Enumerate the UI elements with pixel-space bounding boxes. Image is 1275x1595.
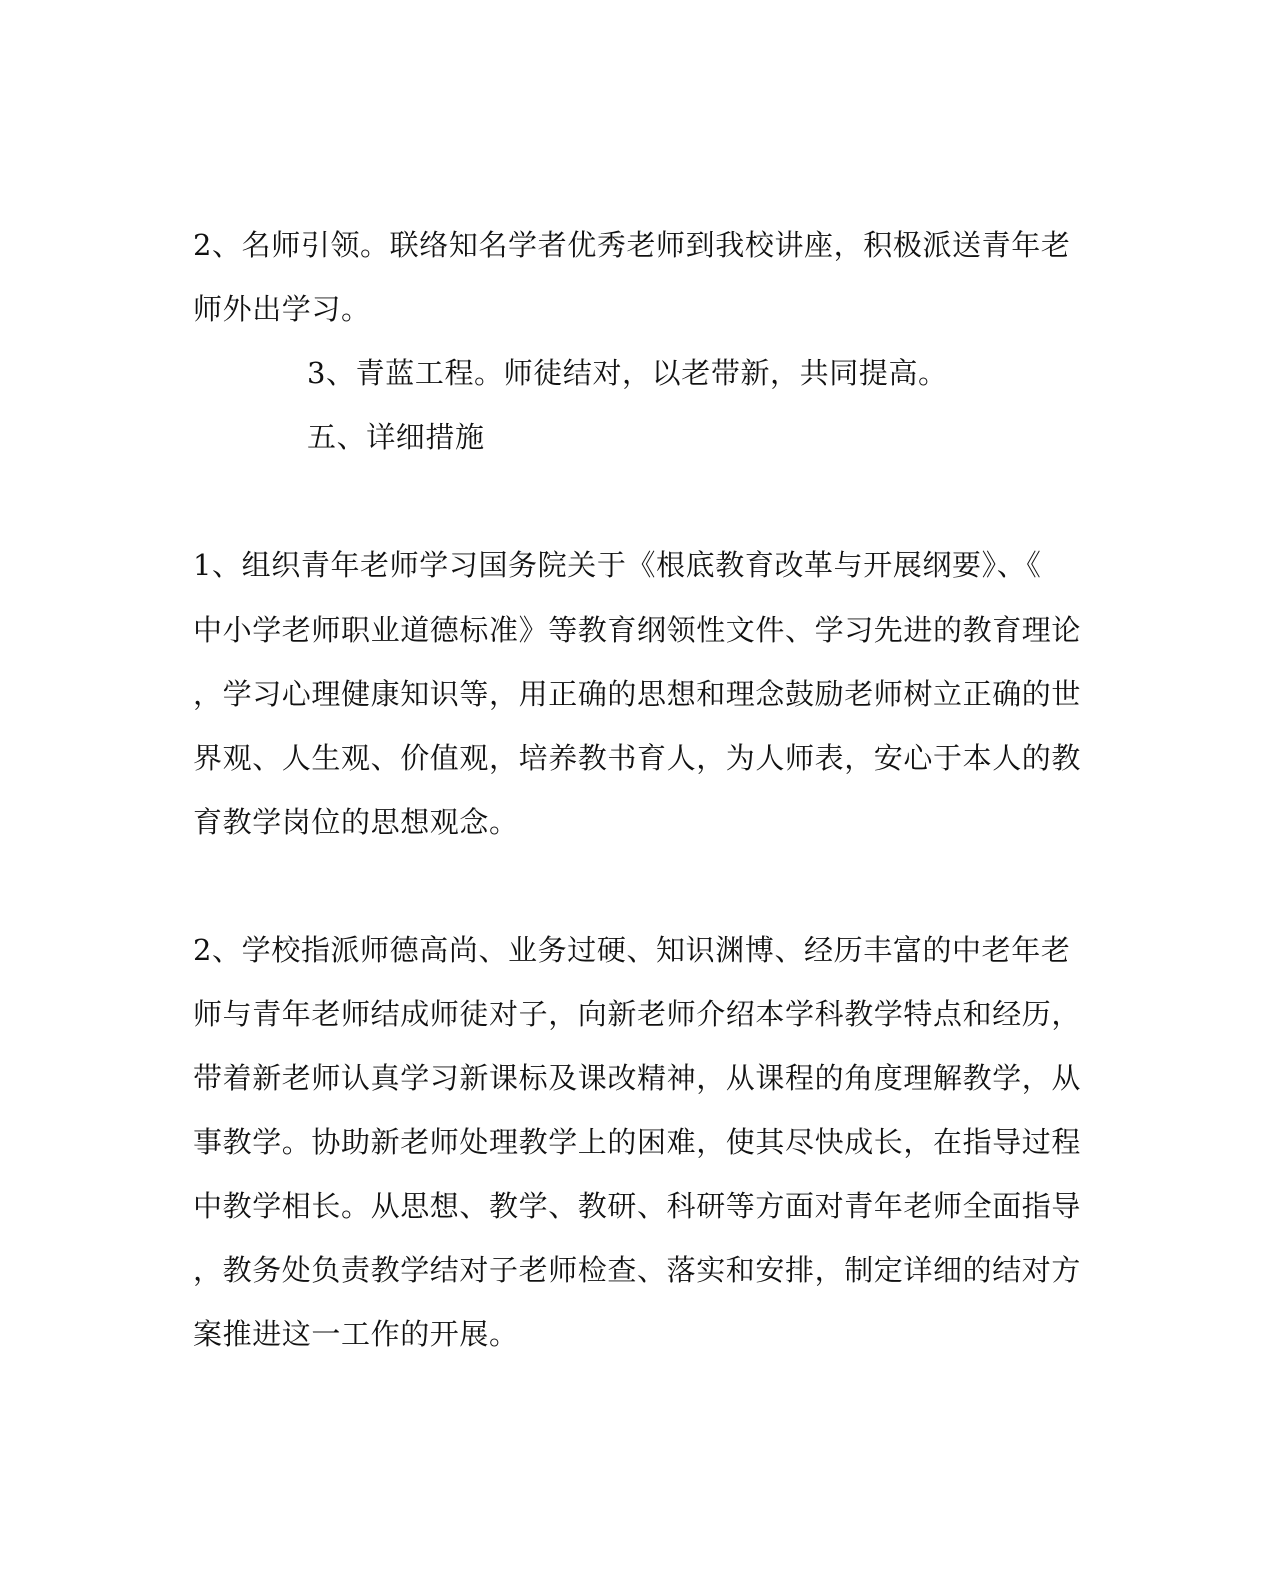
text-line: 案推进这一工作的开展。 — [193, 1317, 519, 1351]
text-line: 事教学。协助新老师处理教学上的困难，使其尽快成长，在指导过程 — [193, 1125, 1082, 1159]
text-line: ，教务处负责教学结对子老师检查、落实和安排，制定详细的结对方 — [193, 1253, 1082, 1287]
text-line: 2、名师引领。联络知名学者优秀老师到我校讲座，积极派送青年老 — [193, 228, 1071, 262]
text-line: 师与青年老师结成师徒对子，向新老师介绍本学科教学特点和经历， — [193, 997, 1082, 1031]
text-line: 中小学老师职业道德标准》等教育纲领性文件、学习先进的教育理论 — [193, 613, 1082, 647]
text-line: 师外出学习。 — [193, 292, 371, 326]
text-line: 带着新老师认真学习新课标及课改精神，从课程的角度理解教学，从 — [193, 1061, 1082, 1095]
text-line: 中教学相长。从思想、教学、教研、科研等方面对青年老师全面指导 — [193, 1189, 1082, 1223]
section-heading: 五、详细措施 — [307, 420, 485, 454]
text-line: 2、学校指派师德高尚、业务过硬、知识渊博、经历丰富的中老年老 — [193, 933, 1071, 967]
text-line: ，学习心理健康知识等，用正确的思想和理念鼓励老师树立正确的世 — [193, 677, 1082, 711]
text-line: 育教学岗位的思想观念。 — [193, 805, 519, 839]
text-line: 界观、人生观、价值观，培养教书育人，为人师表，安心于本人的教 — [193, 741, 1082, 775]
text-line: 1、组织青年老师学习国务院关于《根底教育改革与开展纲要》、《 — [193, 548, 1042, 582]
text-line: 3、青蓝工程。师徒结对，以老带新，共同提高。 — [307, 356, 948, 390]
